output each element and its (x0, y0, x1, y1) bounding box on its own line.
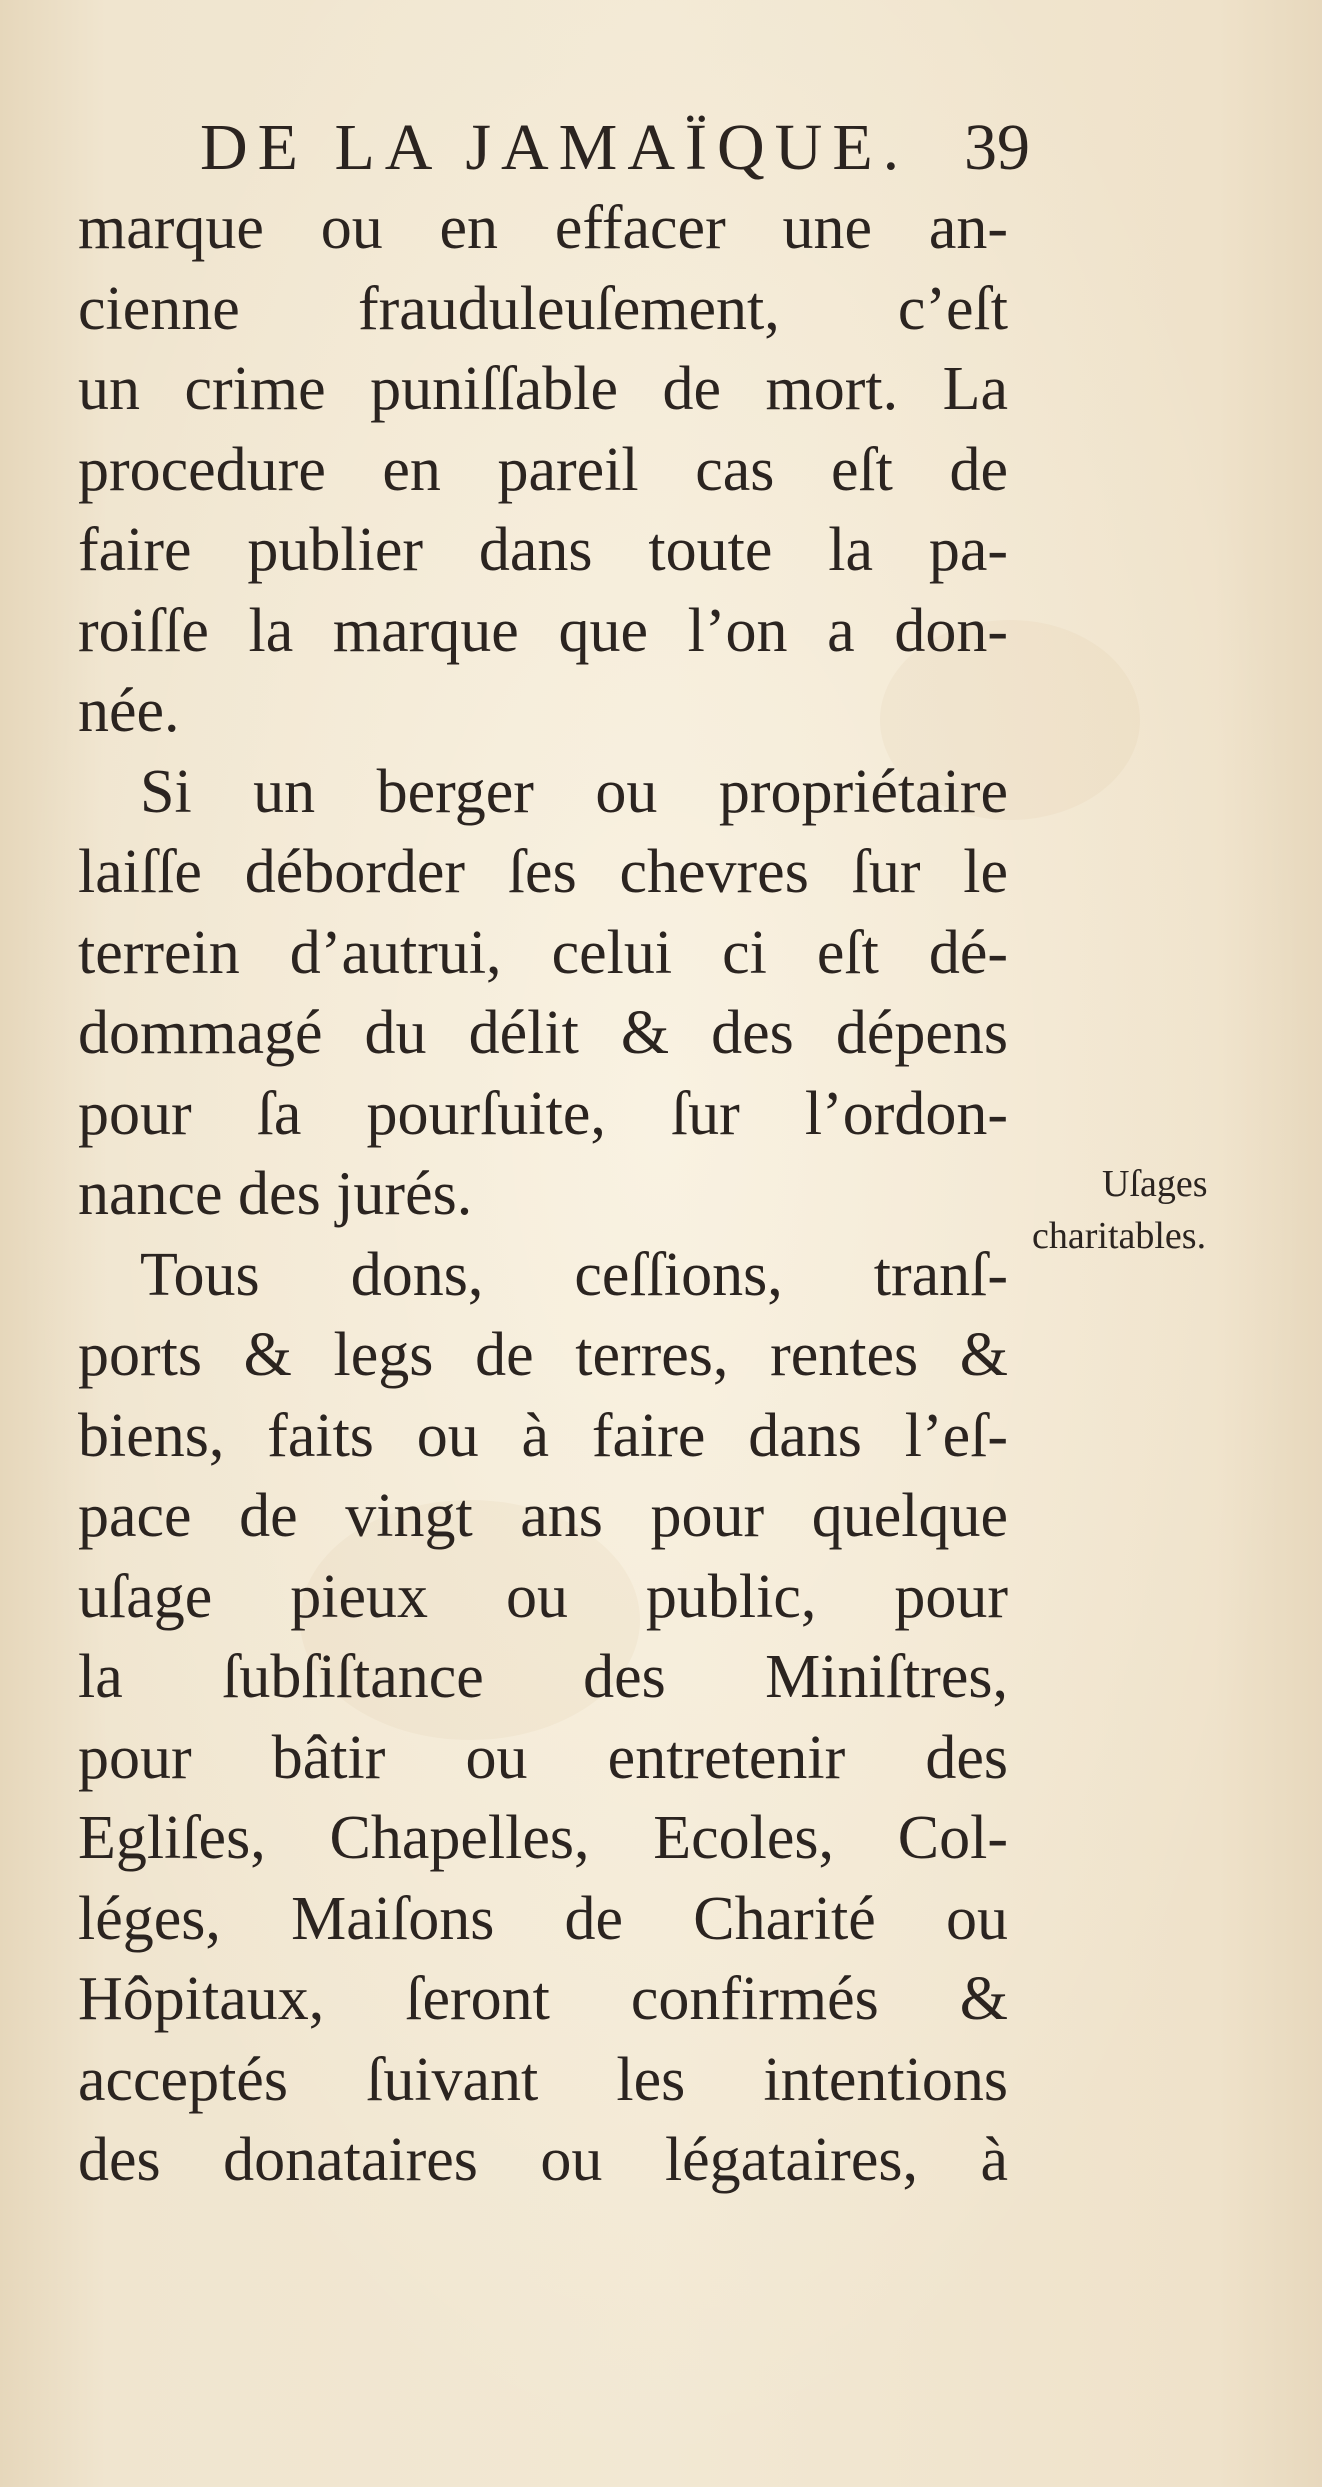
text-line: marque ou en effacer une an- (78, 194, 1008, 262)
paragraph-2 (78, 752, 1008, 1235)
text-line: biens, faits ou à faire dans l’eſ- (78, 1401, 1008, 1470)
text-line: née. (78, 677, 180, 745)
text-line: Hôpitaux, ſeront confirmés & (78, 1965, 1008, 2033)
text-line: Egliſes, Chapelles, Ecoles, Col- (78, 1804, 1008, 1872)
text-line: terrein d’autrui, celui ci eſt dé- (78, 918, 1008, 987)
margin-note-line: Uſages (1102, 1163, 1208, 1205)
text-line: nance des jurés. (78, 1160, 473, 1228)
page-header (200, 110, 1030, 190)
text-line: laiſſe déborder ſes chevres ſur le (78, 838, 1008, 906)
running-head: DE LA JAMAÏQUE. (200, 111, 910, 184)
text-line: léges, Maiſons de Charité ou (78, 1884, 1008, 1953)
margin-note-line: charitables. (1032, 1215, 1207, 1257)
text-line: procedure en pareil cas eſt de (78, 435, 1008, 504)
text-line: pour ſa pourſuite, ſur l’ordon- (78, 1079, 1008, 1148)
text-line: pour bâtir ou entretenir des (78, 1723, 1008, 1792)
text-line: Si un berger ou propriétaire (140, 757, 1008, 826)
text-line: acceptés ſuivant les intentions (78, 2045, 1008, 2114)
page-number: 39 (964, 111, 1030, 184)
text-line: cienne frauduleuſement, c’eſt (78, 274, 1008, 343)
text-line: Tous dons, ceſſions, tranſ- (140, 1240, 1008, 1309)
text-line: uſage pieux ou public, pour (78, 1562, 1008, 1631)
text-line: des donataires ou légataires, à (78, 2126, 1008, 2194)
paragraph-1 (78, 188, 1008, 752)
text-line: roiſſe la marque que l’on a don- (78, 596, 1008, 665)
text-line: pace de vingt ans pour quelque (78, 1482, 1008, 1550)
text-line: un crime puniſſable de mort. La (78, 355, 1008, 423)
text-line: dommagé du délit & des dépens (78, 999, 1008, 1067)
text-line: faire publier dans toute la pa- (78, 516, 1008, 584)
body-text (78, 188, 1008, 2201)
paragraph-3 (78, 1235, 1008, 2201)
text-line: la ſubſiſtance des Miniſtres, (78, 1643, 1008, 1711)
text-line: ports & legs de terres, rentes & (78, 1321, 1008, 1389)
margin-note (1032, 1158, 1310, 1262)
